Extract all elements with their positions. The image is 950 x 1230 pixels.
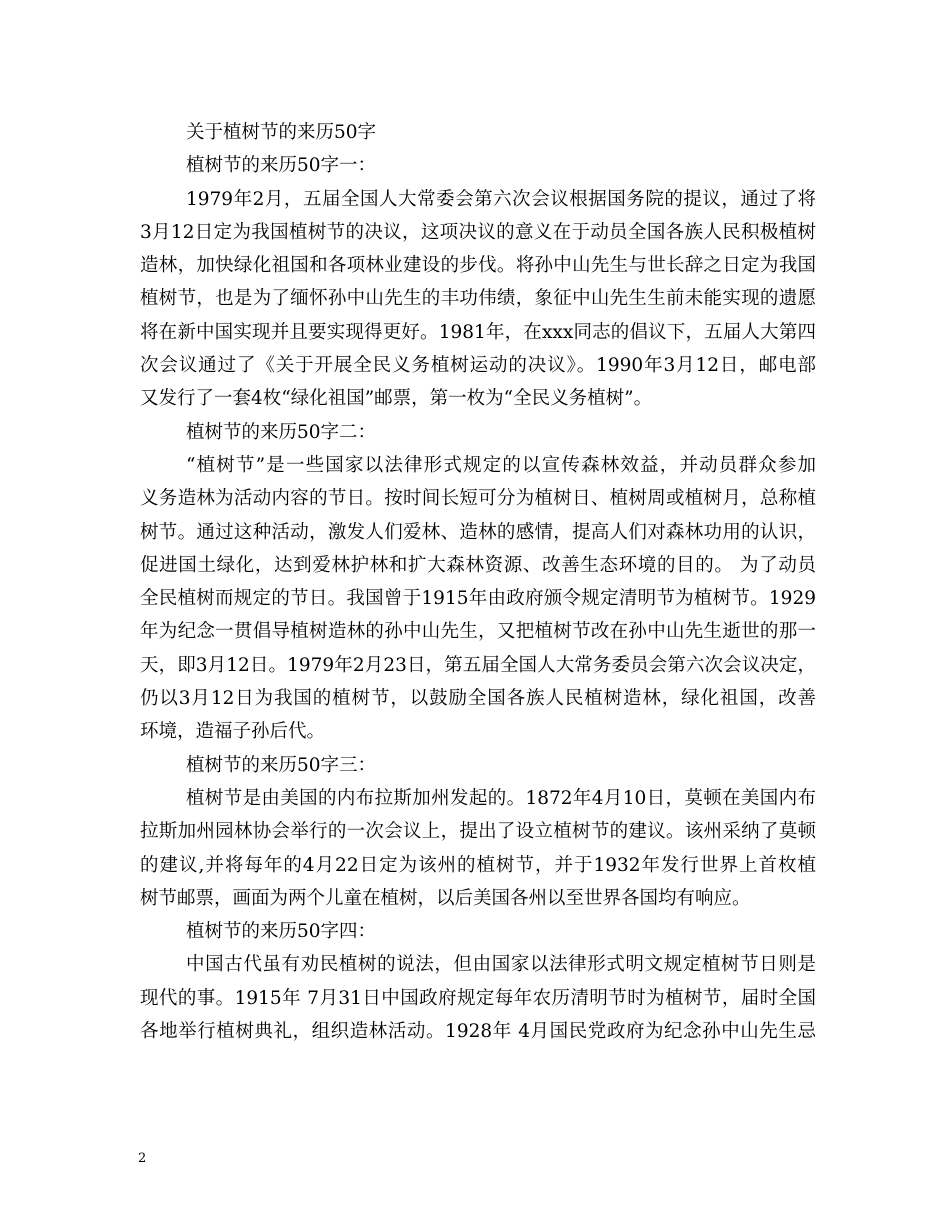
paragraph-line: 的建议,并将每年的4月22日定为该州的植树节，并于1932年发行世界上首枚植 (140, 854, 816, 876)
document-body (140, 116, 816, 1048)
paragraph-line: 造林，加快绿化祖国和各项林业建设的步伐。将孙中山先生与世长辞之日定为我国 (140, 255, 816, 277)
page-number: 2 (138, 1151, 147, 1166)
paragraph-line: 天，即3月12日。1979年2月23日，第五届全国人大常务委员会第六次会议决定， (140, 654, 816, 676)
section-title: 植树节的来历50字二： (186, 421, 377, 443)
paragraph-line: 植树节是由美国的内布拉斯加州发起的。1872年4月10日，莫顿在美国内布 (186, 787, 816, 809)
paragraph-line: 将在新中国实现并且要实现得更好。1981年，在xxx同志的倡议下，五届人大第四 (140, 321, 816, 343)
paragraph-line: 义务造林为活动内容的节日。按时间长短可分为植树日、植树周或植树月，总称植 (140, 488, 816, 510)
paragraph-line: 1979年2月，五届全国人大常委会第六次会议根据国务院的提议，通过了将 (186, 188, 816, 210)
paragraph-line: 仍以3月12日为我国的植树节，以鼓励全国各族人民植树造林，绿化祖国，改善 (140, 688, 816, 710)
paragraph-line: 次会议通过了《关于开展全民义务植树运动的决议》。1990年3月12日，邮电部 (140, 355, 816, 377)
paragraph-line: 各地举行植树典礼，组织造林活动。1928年 4月国民党政府为纪念孙中山先生忌 (140, 1021, 816, 1043)
paragraph-line: 促进国土绿化，达到爱林护林和扩大森林资源、改善生态环境的目的。 为了动员 (140, 554, 816, 576)
paragraph-line: 拉斯加州园林协会举行的一次会议上，提出了设立植树节的建议。该州采纳了莫顿 (140, 821, 816, 843)
paragraph-line: 中国古代虽有劝民植树的说法，但由国家以法律形式明文规定植树节日则是 (186, 954, 816, 976)
paragraph-line: 植树节，也是为了缅怀孙中山先生的丰功伟绩，象征中山先生生前未能实现的遗愿 (140, 288, 816, 310)
paragraph-line: 环境，造福子孙后代。 (140, 721, 326, 743)
section-title: 植树节的来历50字四： (186, 921, 377, 943)
section-title: 植树节的来历50字一： (186, 155, 377, 177)
paragraph-line: “植树节”是一些国家以法律形式规定的以宣传森林效益，并动员群众参加 (186, 454, 816, 476)
paragraph-line: 树节邮票，画面为两个儿童在植树，以后美国各州以至世界各国均有响应。 (140, 887, 751, 909)
paragraph-line: 树节。通过这种活动，激发人们爱林、造林的感情，提高人们对森林功用的认识， (140, 521, 816, 543)
document-heading: 关于植树节的来历50字 (186, 122, 377, 143)
section-title: 植树节的来历50字三： (186, 754, 377, 776)
paragraph-line: 现代的事。1915年 7月31日中国政府规定每年农历清明节时为植树节，届时全国 (140, 987, 816, 1009)
paragraph-line: 3月12日定为我国植树节的决议，这项决议的意义在于动员全国各族人民积极植树 (140, 221, 816, 243)
paragraph-line: 年为纪念一贯倡导植树造林的孙中山先生，又把植树节改在孙中山先生逝世的那一 (140, 621, 816, 643)
paragraph-line: 全民植树而规定的节日。我国曾于1915年由政府颁令规定清明节为植树节。1929 (140, 588, 816, 610)
paragraph-line: 又发行了一套4枚“绿化祖国”邮票，第一枚为“全民义务植树”。 (140, 388, 653, 410)
